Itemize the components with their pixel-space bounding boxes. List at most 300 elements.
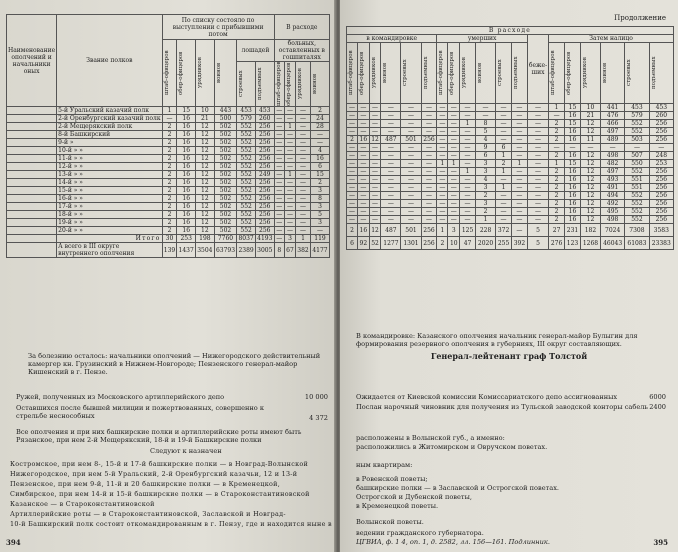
cell: — [496, 128, 512, 136]
cell: 15 [177, 107, 196, 115]
cell: — [511, 112, 527, 120]
right-page-number: 395 [653, 538, 668, 547]
cell: — [357, 200, 369, 208]
cell: 453 [625, 104, 649, 112]
hdr-r-13: штаб-офицеров [550, 50, 557, 96]
cell: — [347, 128, 358, 136]
assignment-line: Костромское, при нем 8-, 15-й и 17-й башкирские полки — в Новград-Волынской [10, 460, 309, 468]
cell: — [527, 192, 548, 200]
cell: 228 [476, 224, 496, 237]
cell: 492 [601, 200, 625, 208]
cell: 2 [347, 136, 358, 144]
cell: 256 [255, 211, 274, 219]
cell: — [369, 120, 381, 128]
cell: — [369, 104, 381, 112]
hdr-r-7: обер-офицеров [449, 51, 456, 95]
cell: — [274, 195, 284, 203]
cell: 256 [649, 216, 673, 224]
cell: — [421, 168, 437, 176]
cell: — [460, 152, 476, 160]
cell: — [274, 115, 284, 123]
cell: — [511, 144, 527, 152]
cell: 12 [196, 187, 215, 195]
cell: — [565, 144, 581, 152]
cell: 491 [601, 184, 625, 192]
cell: 4177 [310, 243, 329, 258]
cell: 552 [237, 139, 256, 147]
cell: 255 [496, 237, 512, 250]
cell: — [357, 168, 369, 176]
cell: — [296, 171, 311, 179]
table-row [347, 160, 674, 168]
cell: — [421, 160, 437, 168]
cell: 12 [580, 200, 600, 208]
cell: — [347, 160, 358, 168]
cell: — [437, 200, 448, 208]
grand-total-row [7, 243, 330, 258]
cell: 12 [196, 195, 215, 203]
cell: — [511, 152, 527, 160]
cell: — [284, 187, 295, 195]
row-name: 10-й » » [57, 147, 162, 155]
cell: 550 [625, 160, 649, 168]
cell: 16 [177, 123, 196, 131]
cell: — [381, 192, 401, 200]
cell: 552 [625, 216, 649, 224]
cell: 1 [437, 160, 448, 168]
cell: — [421, 104, 437, 112]
cell: — [369, 176, 381, 184]
footnote-2: ЦГВИА, ф. 1 4, оп. 1, д. 2582, лл. 156—161. Подлинник. [356, 538, 550, 546]
cell: — [347, 176, 358, 184]
cell: — [527, 120, 548, 128]
cell: — [421, 120, 437, 128]
row-name: 2-й Мещерякский полк [57, 123, 162, 131]
cell: 498 [601, 216, 625, 224]
cell: 502 [214, 155, 237, 163]
cell: 119 [310, 235, 329, 243]
cell: 502 [214, 123, 237, 131]
cell: — [369, 160, 381, 168]
cell: 552 [237, 171, 256, 179]
header-horses: лошадей [237, 40, 274, 62]
cell: — [347, 200, 358, 208]
cell: — [476, 112, 496, 120]
cell: — [296, 115, 311, 123]
cell: 552 [237, 219, 256, 227]
cell: 2 [162, 155, 177, 163]
cell: 507 [625, 152, 649, 160]
cell: 256 [649, 208, 673, 216]
cell: — [284, 155, 295, 163]
cell: 392 [511, 237, 527, 250]
remaining-value: 4 372 [309, 414, 328, 422]
cell: — [448, 112, 460, 120]
cell: — [401, 104, 421, 112]
total-label: Итого [57, 235, 162, 243]
cell: 12 [196, 123, 215, 131]
row-name: 14-й » » [57, 179, 162, 187]
hdr-r-16: воинов [602, 62, 609, 84]
cell: — [448, 152, 460, 160]
cell: 16 [177, 203, 196, 211]
header-fled: беже-ших [527, 35, 548, 104]
cell: — [357, 120, 369, 128]
left-para1-line1 [28, 352, 328, 376]
cell: 3504 [196, 243, 215, 258]
cell: — [437, 192, 448, 200]
cell: 551 [625, 176, 649, 184]
cell: 1437 [177, 243, 196, 258]
table-row [7, 171, 330, 179]
expected-row [356, 393, 666, 401]
cell: 2 [162, 171, 177, 179]
row-name: 18-й » » [57, 211, 162, 219]
cell: — [284, 219, 295, 227]
sent-row [356, 403, 666, 411]
cell: — [527, 112, 548, 120]
cell: 3 [476, 200, 496, 208]
cell: 2 [437, 237, 448, 250]
cell: — [296, 219, 311, 227]
cell: 3 [476, 160, 496, 168]
cell: 552 [237, 203, 256, 211]
cell: 1 [296, 235, 311, 243]
cell: 12 [196, 147, 215, 155]
total-row [347, 224, 674, 237]
cell: — [511, 176, 527, 184]
cell: — [347, 208, 358, 216]
cell: — [460, 104, 476, 112]
cell: — [357, 104, 369, 112]
cell: — [421, 152, 437, 160]
quarters-label: ным квартирам: [356, 461, 413, 469]
cell: — [448, 216, 460, 224]
hdr-r-3: воинов [382, 62, 389, 84]
cell: — [549, 112, 565, 120]
cell: 2 [549, 216, 565, 224]
cell: 16 [565, 152, 581, 160]
continuation-label: Продолжение [614, 14, 666, 22]
cell: — [347, 216, 358, 224]
row-name: 16-й » » [57, 195, 162, 203]
cell: — [347, 104, 358, 112]
row-name: 20-й » » [57, 227, 162, 235]
right-page [340, 0, 678, 552]
cell: 12 [196, 227, 215, 235]
cell: 12 [369, 136, 381, 144]
cell: 16 [177, 155, 196, 163]
cell: — [296, 227, 311, 235]
cell: 3 [448, 224, 460, 237]
hdr-l-0: штаб-офицеров [163, 50, 170, 96]
cell: 92 [357, 237, 369, 250]
cell: — [369, 152, 381, 160]
sent-value: 2400 [649, 403, 666, 411]
cell: 12 [196, 211, 215, 219]
cell: 12 [196, 131, 215, 139]
cell: 21 [196, 115, 215, 123]
cell: 16 [565, 200, 581, 208]
total-row [7, 235, 330, 243]
cell: 552 [237, 187, 256, 195]
header-command: в командировке [347, 35, 437, 43]
hdr-l-6: штаб-офицеров [275, 61, 282, 106]
cell: — [421, 192, 437, 200]
cell: — [460, 128, 476, 136]
cell: 256 [255, 219, 274, 227]
hdr-r-2: урядников [370, 57, 377, 89]
table-row [7, 131, 330, 139]
cell: — [369, 216, 381, 224]
cell: 5 [527, 224, 548, 237]
cell: 256 [649, 184, 673, 192]
cell: 487 [381, 224, 401, 237]
cell: 182 [580, 224, 600, 237]
left-table [6, 14, 330, 258]
cell: — [284, 179, 295, 187]
cell: 256 [255, 131, 274, 139]
cell: 502 [214, 203, 237, 211]
cell: 2 [549, 176, 565, 184]
cell: — [437, 112, 448, 120]
cell: 30 [162, 235, 177, 243]
table-row [7, 203, 330, 211]
cell: 2 [162, 163, 177, 171]
hdr-r-8: урядников [461, 57, 468, 89]
cell: — [437, 184, 448, 192]
cell: — [437, 208, 448, 216]
cell: — [401, 112, 421, 120]
cell: 4 [476, 176, 496, 184]
cell: 260 [255, 115, 274, 123]
cell: — [421, 144, 437, 152]
cell: 2 [347, 224, 358, 237]
cell: 2 [162, 179, 177, 187]
cell: — [448, 136, 460, 144]
cell: 16 [357, 224, 369, 237]
cell: 12 [196, 155, 215, 163]
left-page-number: 394 [6, 538, 21, 547]
cell: — [448, 104, 460, 112]
cell: — [527, 200, 548, 208]
row-name: 9-й » [57, 139, 162, 147]
cell: 21 [580, 112, 600, 120]
left-page [0, 0, 336, 552]
located-line-2: расположились в Житомирском и Овручском поветах. [356, 443, 548, 451]
cell: — [549, 144, 565, 152]
cell: 24 [310, 115, 329, 123]
cell: — [347, 184, 358, 192]
cell: — [460, 112, 476, 120]
cell: — [511, 136, 527, 144]
row-name: 5-й Уральский казачий полк [57, 107, 162, 115]
cell: 2020 [476, 237, 496, 250]
cell: — [527, 160, 548, 168]
header-present: Затем налицо [549, 35, 674, 43]
cell: 497 [601, 168, 625, 176]
cell: — [357, 160, 369, 168]
cell: — [369, 208, 381, 216]
cell: — [296, 187, 311, 195]
cell: — [496, 216, 512, 224]
cell: 552 [625, 120, 649, 128]
cell: — [357, 144, 369, 152]
cell: — [496, 136, 512, 144]
cell: — [296, 163, 311, 171]
cell: 552 [625, 208, 649, 216]
cell: 498 [601, 152, 625, 160]
cell: — [296, 155, 311, 163]
cell: — [381, 176, 401, 184]
cell: — [274, 211, 284, 219]
cell: 1 [496, 152, 512, 160]
cell: — [401, 184, 421, 192]
cell: 10 [196, 107, 215, 115]
cell: 198 [196, 235, 215, 243]
cell: 7024 [601, 224, 625, 237]
cell: — [437, 216, 448, 224]
header-right-group: В расходе [347, 27, 674, 35]
header-col-regiments: Звание полков [57, 15, 162, 107]
cell: — [511, 200, 527, 208]
table-row [347, 144, 674, 152]
cell: — [401, 152, 421, 160]
hdr-l-4: строевых [238, 70, 245, 98]
cell: — [437, 120, 448, 128]
cell: — [460, 208, 476, 216]
cell: — [369, 128, 381, 136]
cell: 1 [284, 171, 295, 179]
cell: 8 [274, 243, 284, 258]
cell: 11 [580, 136, 600, 144]
cell: 3005 [255, 243, 274, 258]
cell: 502 [214, 147, 237, 155]
table-row [347, 184, 674, 192]
cell: — [496, 112, 512, 120]
cell: 12 [580, 128, 600, 136]
hdr-r-0: штаб-офицеров [348, 50, 354, 96]
cell: 12 [196, 179, 215, 187]
table-row [347, 152, 674, 160]
cell: 1 [476, 216, 496, 224]
cell: 2 [162, 187, 177, 195]
hdr-l-3: воинов [215, 62, 222, 84]
cell: 502 [214, 139, 237, 147]
cell: — [421, 200, 437, 208]
cell: — [296, 147, 311, 155]
cell: 2 [549, 136, 565, 144]
cell: 253 [649, 160, 673, 168]
cell: — [527, 136, 548, 144]
cell: 16 [177, 179, 196, 187]
cell: — [421, 216, 437, 224]
cell: 2 [162, 131, 177, 139]
cell: — [381, 152, 401, 160]
cell: — [511, 208, 527, 216]
cell: 256 [421, 237, 437, 250]
table-row [7, 163, 330, 171]
cell: 139 [162, 243, 177, 258]
cell: 256 [255, 195, 274, 203]
cell: 502 [214, 163, 237, 171]
table-row [7, 211, 330, 219]
cell: 2 [476, 208, 496, 216]
cell: 4193 [257, 235, 273, 242]
follows-heading: Следуют к назначен [150, 447, 222, 455]
cell: — [421, 176, 437, 184]
cell: — [421, 112, 437, 120]
hdr-r-11: подъемных [512, 56, 519, 90]
cell: — [274, 155, 284, 163]
table-row [347, 120, 674, 128]
cell: 249 [255, 171, 274, 179]
cell: — [401, 144, 421, 152]
cell: 1 [162, 107, 177, 115]
cell: — [437, 144, 448, 152]
table-row [347, 216, 674, 224]
cell: 2 [549, 192, 565, 200]
grand-label: А всего в III округе внутреннего ополчения [57, 243, 162, 258]
cell: 28 [310, 123, 329, 131]
cell: — [381, 104, 401, 112]
cell: — [448, 192, 460, 200]
cell: 27 [549, 224, 565, 237]
sent-label: Послан нарочный чиновник для получения из Тульской заводской конторы сабель [356, 403, 649, 411]
cell: — [284, 203, 295, 211]
cell: — [527, 104, 548, 112]
table-row [7, 195, 330, 203]
row-name: 19-й » » [57, 219, 162, 227]
cell: 6 [310, 163, 329, 171]
cell: 12 [580, 160, 600, 168]
grand-total-row [347, 237, 674, 250]
cell: 12 [580, 168, 600, 176]
cell: — [381, 168, 401, 176]
cell: 552 [237, 163, 256, 171]
cell: — [448, 168, 460, 176]
cell: 3 [476, 168, 496, 176]
cell: — [401, 120, 421, 128]
cell: — [511, 168, 527, 176]
cell: — [296, 107, 311, 115]
cell: — [448, 200, 460, 208]
header-died: умерших [437, 35, 527, 43]
cell: — [284, 195, 295, 203]
quarters-line-4: в Кременецкой поветы. [356, 502, 439, 510]
left-lines [10, 459, 330, 529]
cell: 6 [347, 237, 358, 250]
table-row [7, 123, 330, 131]
cell: — [401, 216, 421, 224]
cell: — [274, 123, 284, 131]
cell: 16 [565, 208, 581, 216]
footnote-1: ведении гражданского губернатора. [356, 529, 484, 537]
cell: 256 [421, 136, 437, 144]
cell: 256 [649, 128, 673, 136]
cell: 12 [580, 184, 600, 192]
cell: — [460, 192, 476, 200]
cell: 256 [421, 224, 437, 237]
cell: 7308 [625, 224, 649, 237]
cell: 3 [310, 203, 329, 211]
cell: 502 [214, 187, 237, 195]
cell: 2 [162, 123, 177, 131]
cell: — [310, 139, 329, 147]
cell: — [460, 216, 476, 224]
cell: 15 [565, 104, 581, 112]
hdr-r-4: строевых [402, 59, 409, 87]
